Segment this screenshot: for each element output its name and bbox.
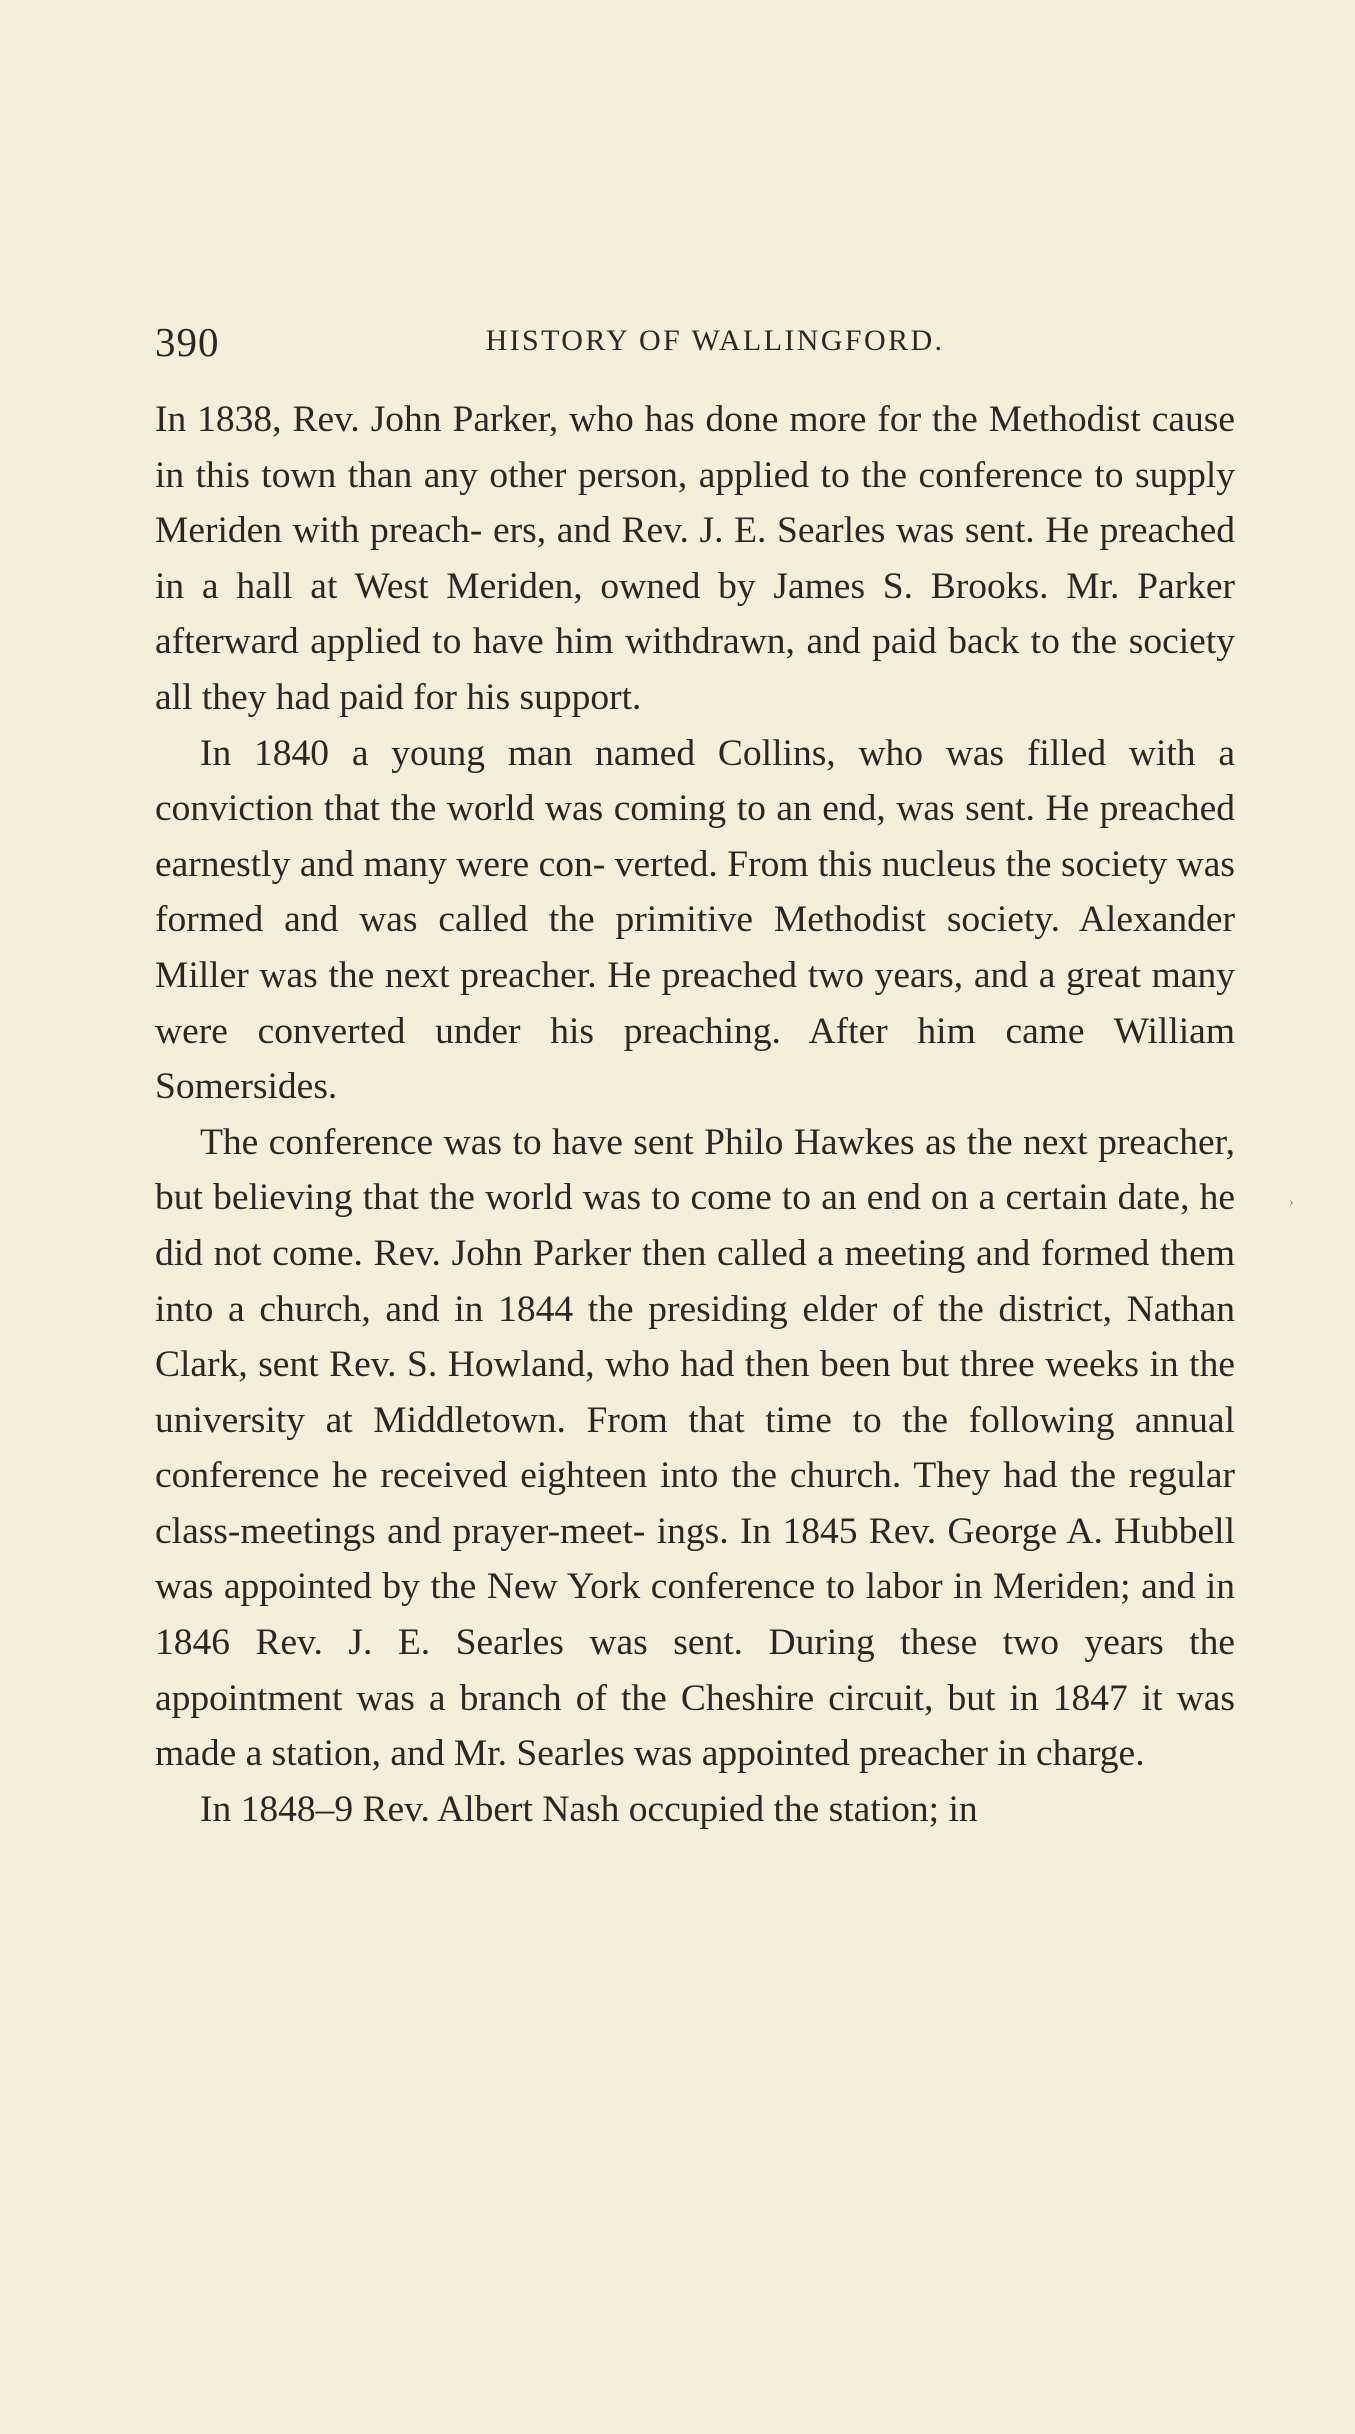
margin-speck: ›: [1289, 1195, 1294, 1210]
paragraph-3: The conference was to have sent Philo Hawkes as the next preacher, but believing that the world was to come to an end on a certain date, he did not come. Rev. John Parker then called a meeting and formed them into a church, and in 1844 the presiding elder of the district, Nathan Clark, sent Rev. S. Howland, who had then been but three weeks in the university at Middletown. From that time to the following annual conference he received eighteen into the church. They had the regular class-meetings and prayer-meet- ings. In 1845 Rev. George A. Hubbell was appointed by the New York conference to labor in Meriden; and in 1846 Rev. J. E. Searles was sent. During these two years the appointment was a branch of the Cheshire circuit, but in 1847 it was made a station, and Mr. Searles was appointed preacher in charge.: [155, 1121, 1235, 1775]
paragraph-4: In 1848–9 Rev. Albert Nash occupied the station; in: [200, 1788, 978, 1830]
page-number: 390: [155, 319, 220, 365]
body-text: [155, 392, 1235, 1837]
running-head: [155, 318, 1235, 368]
paragraph-1: In 1838, Rev. John Parker, who has done more for the Methodist cause in this town than any other person, applied to the conference to supply Meriden with preach- ers, and Rev. J. E. Searles was sent. He preached in a hall at West Meriden, owned by James S. Brooks. Mr. Parker afterward applied to have him withdrawn, and paid back to the society all they had paid for his support.: [155, 399, 1235, 718]
running-title: HISTORY OF WALLINGFORD.: [485, 324, 945, 357]
paragraph-2: In 1840 a young man named Collins, who was filled with a conviction that the world was coming to an end, was sent. He preached earnestly and many were con- verted. From this nucleus the society was formed and was called the primitive Methodist society. Alexander Miller was the next preacher. He preached two years, and a great many were converted under his preaching. After him came William Somersides.: [155, 732, 1235, 1108]
